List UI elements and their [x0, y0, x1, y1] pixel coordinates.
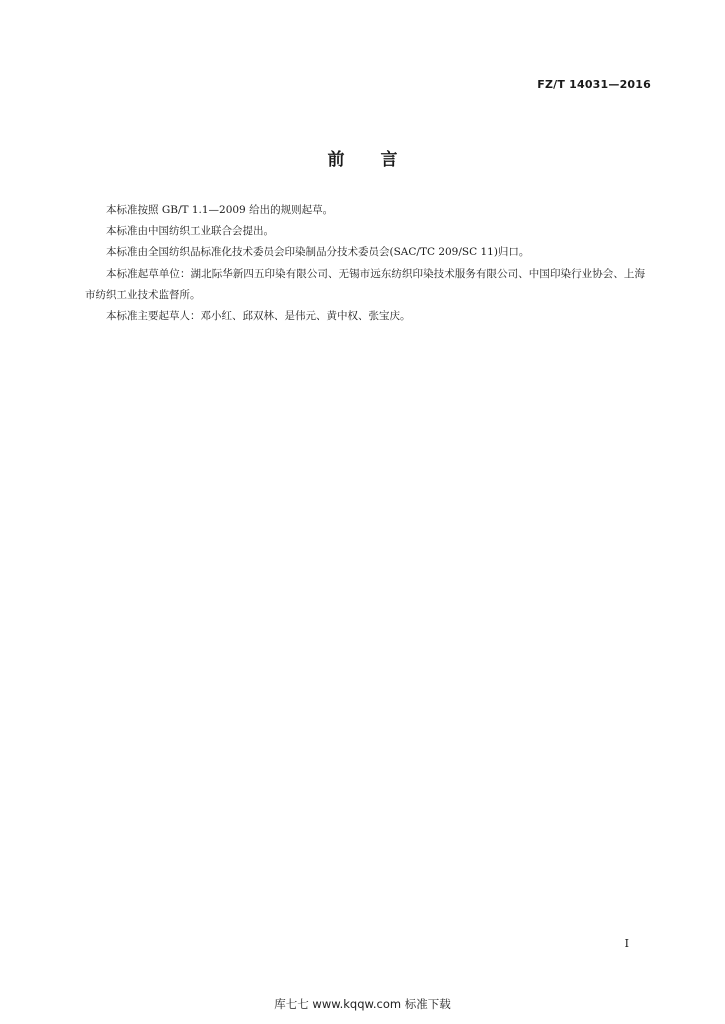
page-title: 前言: [327, 150, 434, 170]
footer-watermark: 库七七 www.kqqw.com 标准下载: [274, 997, 451, 1011]
paragraph-administrator: 本标准由全国纺织品标准化技术委员会印染制品分技术委员会(SAC/TC 209/SC 11)归口。: [106, 246, 530, 259]
page-number: I: [624, 937, 629, 950]
paragraph-proposer: 本标准由中国纺织工业联合会提出。: [106, 225, 274, 238]
paragraph-drafting-units: 本标准起草单位：湖北际华新四五印染有限公司、无锡市远东纺织印染技术服务有限公司、中国印染行业协会、上海市纺织工业技术监督所。: [85, 267, 645, 301]
standard-code: FZ/T 14031—2016: [537, 78, 651, 91]
paragraph-drafters: 本标准主要起草人：邓小红、邱双林、是伟元、黄中权、张宝庆。: [106, 310, 411, 323]
foreword-body: [85, 200, 645, 327]
paragraph-drafting-rules: 本标准按照 GB/T 1.1—2009 给出的规则起草。: [106, 204, 334, 216]
